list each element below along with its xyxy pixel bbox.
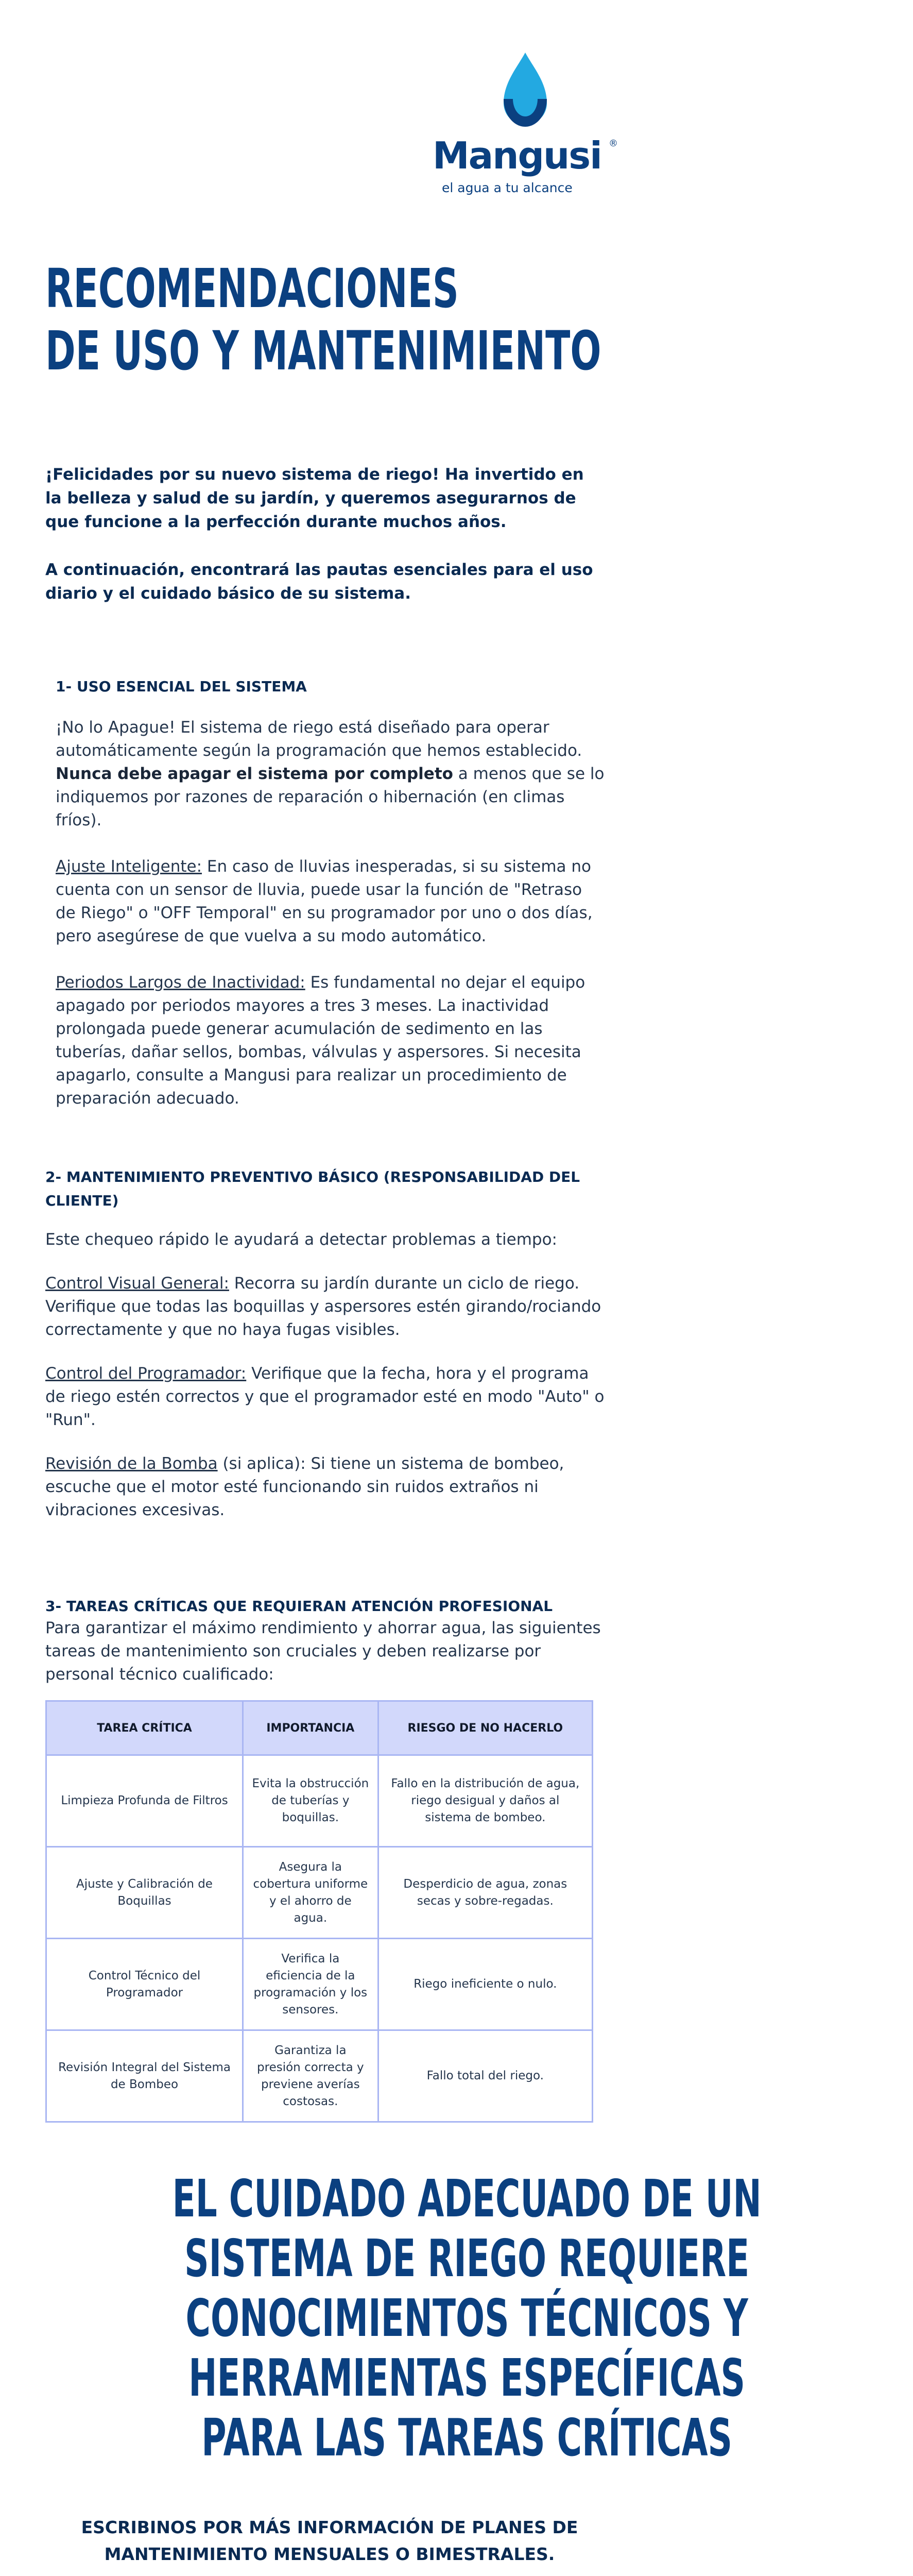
table-row <box>46 1847 593 1939</box>
table-row <box>46 1755 593 1847</box>
section-3-lead: Para garantizar el máximo rendimiento y ahorrar agua, las siguientes tareas de mantenimiento son cruciales y deben realizarse por personal técnico cualificado: <box>45 1619 601 1684</box>
brand-name: Mangusi <box>433 134 601 177</box>
smart-adjust-label: Ajuste Inteligente: <box>56 857 202 876</box>
cta-line-1: ESCRIBINOS POR MÁS INFORMACIÓN DE PLANES DE <box>81 2517 578 2537</box>
section-3-heading: 3- TAREAS CRÍTICAS QUE REQUIERAN ATENCIÓN PROFESIONAL <box>45 1598 553 1615</box>
visual-check-label: Control Visual General: <box>45 1274 229 1293</box>
section-uso-esencial <box>56 675 607 1110</box>
brand-logo <box>427 52 623 206</box>
closing-statement <box>21 2168 762 2468</box>
brand-tagline: el agua a tu alcance <box>442 180 573 195</box>
importance-cell: Asegura la cobertura uniforme y el ahorro de agua. <box>243 1847 378 1939</box>
contact-call-to-action <box>62 2514 597 2568</box>
section-1-paragraph-3: Periodos Largos de Inactividad: Es fundamental no dejar el equipo apagado por periodos mayores a tres 3 meses. La inactividad prolongada puede generar acumulación de sedimento en las tuberías, dañar sellos, bombas, válvulas y aspersores. Si necesita apagarlo, consulte a Mangusi para realizar un procedimiento de preparación adecuado. <box>56 973 585 1108</box>
section-2-paragraph-1: Control Visual General: Recorra su jardín durante un ciclo de riego. Verifique que todas las boquillas y aspersores estén girando/rociando correctamente y que no haya fugas visibles. <box>45 1274 601 1339</box>
task-cell: Revisión Integral del Sistema de Bombeo <box>46 2030 243 2122</box>
importance-cell: Evita la obstrucción de tuberías y boquillas. <box>243 1755 378 1847</box>
task-cell: Ajuste y Calibración de Boquillas <box>46 1847 243 1939</box>
pump-check-label: Revisión de la Bomba <box>45 1454 218 1473</box>
closing-line-2: SISTEMA DE RIEGO REQUIERE <box>184 2228 750 2289</box>
registered-mark: ® <box>609 138 618 149</box>
section-2-heading: 2- MANTENIMIENTO PREVENTIVO BÁSICO (RESPONSABILIDAD DEL CLIENTE) <box>45 1168 580 1209</box>
section-1-heading: 1- USO ESENCIAL DEL SISTEMA <box>56 678 307 695</box>
section-1-paragraph-1: ¡No lo Apague! El sistema de riego está diseñado para operar automáticamente según la programación que hemos establecido. Nunca debe apagar el sistema por completo a menos que se lo indiquemos por razones de reparación o hibernación (en climas fríos). <box>56 718 605 829</box>
inactivity-label: Periodos Largos de Inactividad: <box>56 973 305 992</box>
column-header-risk: RIESGO DE NO HACERLO <box>378 1701 592 1755</box>
risk-cell: Desperdicio de agua, zonas secas y sobre-regadas. <box>378 1847 592 1939</box>
page-title <box>45 257 601 382</box>
water-drop-icon <box>427 52 623 139</box>
risk-cell: Fallo total del riego. <box>378 2030 592 2122</box>
closing-line-4: HERRAMIENTAS ESPECÍFICAS <box>188 2348 746 2408</box>
task-cell: Control Técnico del Programador <box>46 1939 243 2030</box>
critical-tasks-table <box>45 1700 593 2123</box>
closing-line-1: EL CUIDADO ADECUADO DE UN <box>172 2168 762 2229</box>
table-header-row <box>46 1701 593 1755</box>
task-cell: Limpieza Profunda de Filtros <box>46 1755 243 1847</box>
importance-cell: Garantiza la presión correcta y previene averías costosas. <box>243 2030 378 2122</box>
section-1-paragraph-2: Ajuste Inteligente: En caso de lluvias inesperadas, si su sistema no cuenta con un sensor de lluvia, puede usar la función de "Retraso de Riego" o "OFF Temporal" en su programador por uno o dos días, pero asegúrese de que vuelva a su modo automático. <box>56 857 593 945</box>
cta-line-2: MANTENIMIENTO MENSUALES O BIMESTRALES. <box>104 2544 555 2564</box>
column-header-importance: IMPORTANCIA <box>243 1701 378 1755</box>
table-row <box>46 2030 593 2122</box>
intro-paragraph-1: ¡Felicidades por su nuevo sistema de riego! Ha invertido en la belleza y salud de su jardín, y queremos asegurarnos de que funcione a la perfección durante muchos años. <box>45 465 584 531</box>
risk-cell: Riego ineficiente o nulo. <box>378 1939 592 2030</box>
importance-cell: Verifica la eficiencia de la programación y los sensores. <box>243 1939 378 2030</box>
title-line-2: DE USO Y MANTENIMIENTO <box>45 319 601 382</box>
title-line-1: RECOMENDACIONES <box>45 257 459 320</box>
controller-check-label: Control del Programador: <box>45 1364 247 1383</box>
column-header-task: TAREA CRÍTICA <box>46 1701 243 1755</box>
section-2-paragraph-3: Revisión de la Bomba (si aplica): Si tiene un sistema de bombeo, escuche que el motor esté funcionando sin ruidos extraños ni vibraciones excesivas. <box>45 1454 564 1519</box>
risk-cell: Fallo en la distribución de agua, riego desigual y daños al sistema de bombeo. <box>378 1755 592 1847</box>
section-mantenimiento-preventivo <box>45 1165 607 1522</box>
section-2-lead: Este chequeo rápido le ayudará a detectar problemas a tiempo: <box>45 1230 557 1249</box>
closing-line-5: PARA LAS TAREAS CRÍTICAS <box>201 2408 733 2468</box>
section-2-paragraph-2: Control del Programador: Verifique que la fecha, hora y el programa de riego estén correctos y que el programador esté en modo "Auto" o "Run". <box>45 1364 605 1429</box>
closing-line-3: CONOCIMIENTOS TÉCNICOS Y <box>185 2288 748 2348</box>
intro-paragraph-2: A continuación, encontrará las pautas esenciales para el uso diario y el cuidado básico de su sistema. <box>45 561 593 603</box>
table-row <box>46 1939 593 2030</box>
warning-emphasis: Nunca debe apagar el sistema por completo <box>56 765 453 783</box>
section-tareas-criticas <box>45 1596 607 1686</box>
